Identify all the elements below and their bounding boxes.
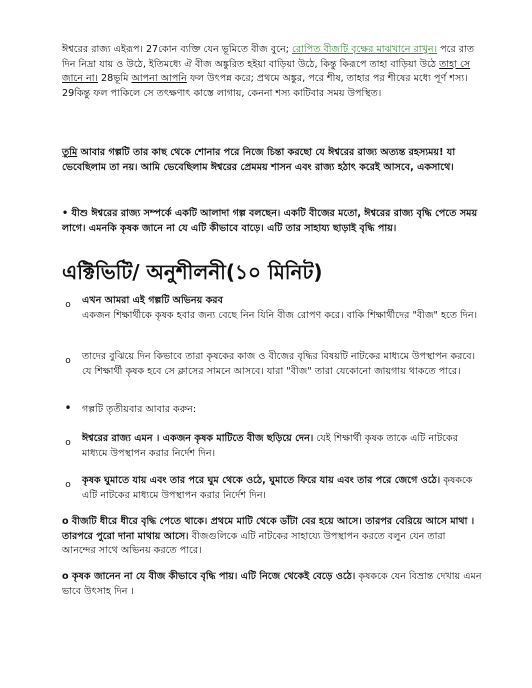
reflection-text: আবার গল্পটি তার কাছ থেকে শোনার পরে নিজে চিন্তা করছো যে ঈশ্বরের রাজ্য অত্যন্ত রহস্যময়! যা ভেবেছিলাম তা নয়। আমি ভেবেছিলাম ঈশ্বরের প্রেমময় শাসন এবং রাজ্য হঠাৎ করেই আসবে, একসাথে। [62, 147, 456, 173]
activity-heading: এক্টিভিটি/ অনুশীলনী(১০ মিনিট) [62, 260, 323, 284]
verse-27: 27কোন ব্যক্তি যেন ভূমিতে বীজ বুনে; [145, 44, 292, 55]
list-item-bold: ঈশ্বরের রাজ্য এমন । একজন কৃষক মাটিতে বীজ ছড়িয়ে দেন। [82, 433, 314, 444]
scripture-ending: ফল উৎপন্ন করে; প্রথমে অঙ্কুর, পরে শীষ, তাহার পর শীষের মধ্যে পূর্ণ শস্য। 29কিন্তু ফল পাকিলে সে তৎক্ষণাৎ কাস্তে লাগায়, কেননা শস্য কাটিবার সময় উপস্থিত। [62, 73, 468, 99]
list-bullet: o [65, 356, 71, 366]
scripture-body: পরে রাত দিন নিদ্রা যায় ও উঠে, ইতিমধ্যে ঐ বীজ অঙ্কুরিত হইয়া বাড়িয়া উঠে, কিন্তু কিরূপে তাহা বাড়িয়া উঠে [62, 44, 475, 70]
list-item-farmer-sows [82, 432, 486, 461]
farmer-unknown-body: কৃষককে যেন বিভ্রান্ত দেখায় এমন ভাবে উৎসাহ দিন । [62, 571, 482, 597]
scripture-comment: রোপিত বীজটি বৃক্ষের মাঝখানে রাখুন। [292, 44, 438, 55]
farmer-unknown-bold: o কৃষক জানেন না যে বীজ কীভাবে বৃদ্ধি পায়। এটি নিজে থেকেই বেড়ে ওঠে। [62, 571, 356, 582]
list-item-body: কৃষককে এটি নাটকের মাধ্যমে উপস্থাপন করার নির্দেশ দিন। [82, 475, 473, 501]
scripture-intro: ঈশ্বরের রাজ্য এইরূপ। [62, 44, 146, 55]
scripture-paragraph [62, 43, 482, 101]
jesus-story-text: • যীশু ঈশ্বরের রাজ্য সম্পর্কে একটি আলাদা গল্প বলছেন। একটি বীজের মতো, ঈশ্বরের রাজ্য বৃদ্ধি পেতে সময় লাগে। এমনকি কৃষক জানে না যে এটি কীভাবে বাড়ে। এটি তার সাহায্য ছাড়াই বৃদ্ধি পায়। [62, 208, 478, 234]
list-item-act-story [82, 294, 486, 323]
list-item-body: গল্পটি তৃতীয়বার আবার করুন: [82, 404, 197, 415]
scripture-underlined-phrase: তাহা সে জানে না। [62, 58, 471, 84]
seed-growth-paragraph [62, 515, 482, 559]
reflection-paragraph [62, 146, 482, 175]
verse-28: 28ভূমি [97, 73, 132, 84]
farmer-unknown-paragraph [62, 570, 482, 599]
jesus-story-paragraph [62, 207, 482, 236]
list-item-bold: কৃষক ঘুমাতে যায় এবং তার পরে ঘুম থেকে ওঠে, ঘুমাতে ফিরে যায় এবং তার পরে জেগে ওঠে। [82, 475, 441, 486]
list-item-body: যেই শিক্ষার্থী কৃষক তাকে এটি নাটকের মাধ্যমে উপস্থাপন করার নির্দেশ দিন। [82, 433, 459, 459]
list-bullet: o [65, 438, 71, 448]
list-bullet: o [65, 480, 71, 490]
list-item-farmer-sleeps [82, 474, 486, 503]
list-item-explain [82, 350, 486, 379]
list-item-title: এখন আমরা এই গল্পটি অভিনয় করব [82, 295, 223, 306]
scripture-underlined-phrase-2: আপনা আপনি [131, 73, 187, 84]
seed-growth-body: বীজগুলিকে এটি নাটকের সাহায্যে উপস্থাপন করতে বলুন যেন তারা আনন্দের সাথে অভিনয় করতে পারে। [62, 530, 446, 556]
list-item-body: তাদের বুঝিয়ে দিন কিভাবে তারা কৃষকের কাজ ও বীজের বৃদ্ধির বিষয়টি নাটকের মাধ্যমে উপস্থাপন করবে। যে শিক্ষার্থী কৃষক হবে সে ক্লাসের সামনে আসবে। যারা "বীজ" তারা যেকোনো জায়গায় থাকতে পারে। [82, 351, 476, 377]
reflection-first-word: তুমি [62, 147, 78, 158]
list-bullet: • [64, 401, 72, 415]
seed-growth-bold: o বীজটি ধীরে ধীরে বৃদ্ধি পেতে থাকে। প্রথমে মাটি থেকে ডাঁটা বের হয়ে আসে। তারপর বেরিয়ে আসে মাথা । তারপরে পুরো দানা মাথায় আসে। [62, 516, 475, 542]
list-item-repeat [82, 403, 486, 418]
list-bullet: o [65, 300, 71, 310]
list-item-body: একজন শিক্ষার্থীকে কৃষক হবার জন্য বেছে নিন যিনি বীজ রোপণ করে। বাকি শিক্ষার্থীদের "বীজ" হতে দিন। [82, 309, 478, 321]
